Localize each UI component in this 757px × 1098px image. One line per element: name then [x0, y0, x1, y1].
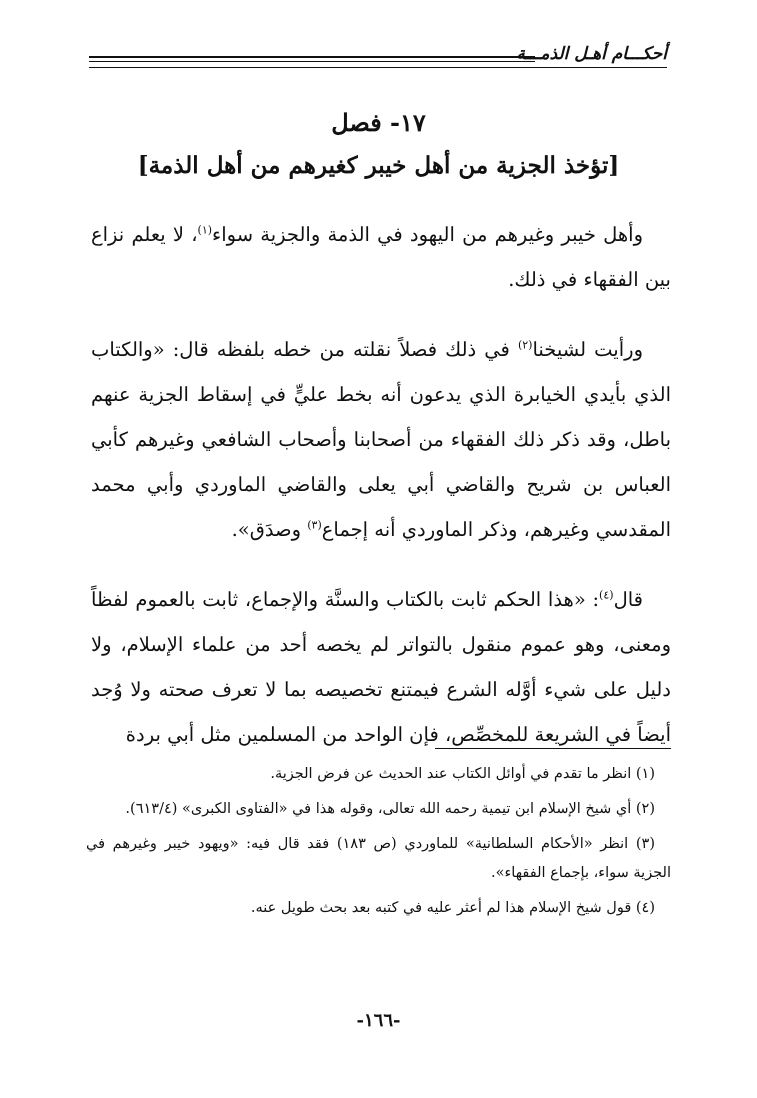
footnote-ref-3: (٣) — [307, 518, 322, 532]
section-title: [تؤخذ الجزية من أهل خيبر كغيرهم من أهل الذمة] — [137, 152, 620, 179]
page-number: -١٦٦- — [356, 1010, 401, 1031]
paragraph-2-text-c: وصدَق». — [231, 518, 308, 541]
body-text — [91, 212, 671, 757]
footnote-ref-2: (٢) — [517, 338, 533, 352]
header-rule-double — [89, 61, 535, 62]
paragraph-2 — [91, 327, 671, 552]
footnote-separator — [435, 748, 671, 749]
footnotes — [86, 760, 671, 929]
paragraph-1 — [91, 212, 671, 302]
paragraph-2-text-b: في ذلك فصلاً نقلته من خطه بلفظه قال: «والكتاب الذي بأيدي الخيابرة الذي يدعون أنه بخط عليٍّ في إسقاط الجزية عنهم باطل، وقد ذكر ذلك الفقهاء من أصحابنا وأصحاب الشافعي وغيرهم كأبي العباس بن شريح والقاضي أبي يعلى والقاضي الماوردي وأبي محمد المقدسي وغيرهم، وذكر الماوردي أنه إجماع — [91, 338, 671, 541]
footnote-2: (٢) أي شيخ الإسلام ابن تيمية رحمه الله تعالى، وقوله هذا في «الفتاوى الكبرى» (٦١٣/٤). — [125, 801, 655, 817]
paragraph-2-text-a: ورأيت لشيخنا — [532, 338, 643, 361]
paragraph-1-text-b: ، لا يعلم نزاع بين الفقهاء في ذلك. — [91, 223, 671, 291]
footnote-ref-1: (١) — [197, 223, 213, 237]
running-title: أحكـــام أهـل الذمـــة — [516, 44, 667, 64]
running-header — [89, 40, 667, 70]
paragraph-3-text-a: قال — [613, 588, 643, 611]
paragraph-1-text-a: وأهل خيبر وغيرهم من اليهود في الذمة والجزية سواء — [212, 223, 643, 246]
header-rule — [89, 56, 535, 58]
header-full-rule — [89, 67, 667, 68]
paragraph-3-text-b: : «هذا الحكم ثابت بالكتاب والسنَّة والإجماع، ثابت بالعموم لفظاً ومعنى، وهو عموم منقول بالتواتر لم يخصه أحد من علماء الإسلام، ولا دليل على شيء أوَّله الشرع فيمتنع تخصيصه بما لا تعرف صحته ولا وُجد أيضاً في الشريعة للمخصِّص، فإن الواحد من المسلمين مثل أبي بردة — [91, 588, 671, 746]
section-number: ١٧- فصل — [331, 108, 426, 137]
footnote-1: (١) انظر ما تقدم في أوائل الكتاب عند الحديث عن فرض الجزية. — [270, 766, 655, 782]
footnote-3: (٣) انظر «الأحكام السلطانية» للماوردي (ص ١٨٣) فقد قال فيه: «ويهود خيبر وغيرهم في الجزية سواء، بإجماع الفقهاء». — [86, 836, 671, 881]
footnote-ref-4: (٤) — [599, 588, 614, 602]
paragraph-3 — [91, 577, 671, 757]
footnote-4: (٤) قول شيخ الإسلام هذا لم أعثر عليه في كتبه بعد بحث طويل عنه. — [250, 900, 655, 916]
